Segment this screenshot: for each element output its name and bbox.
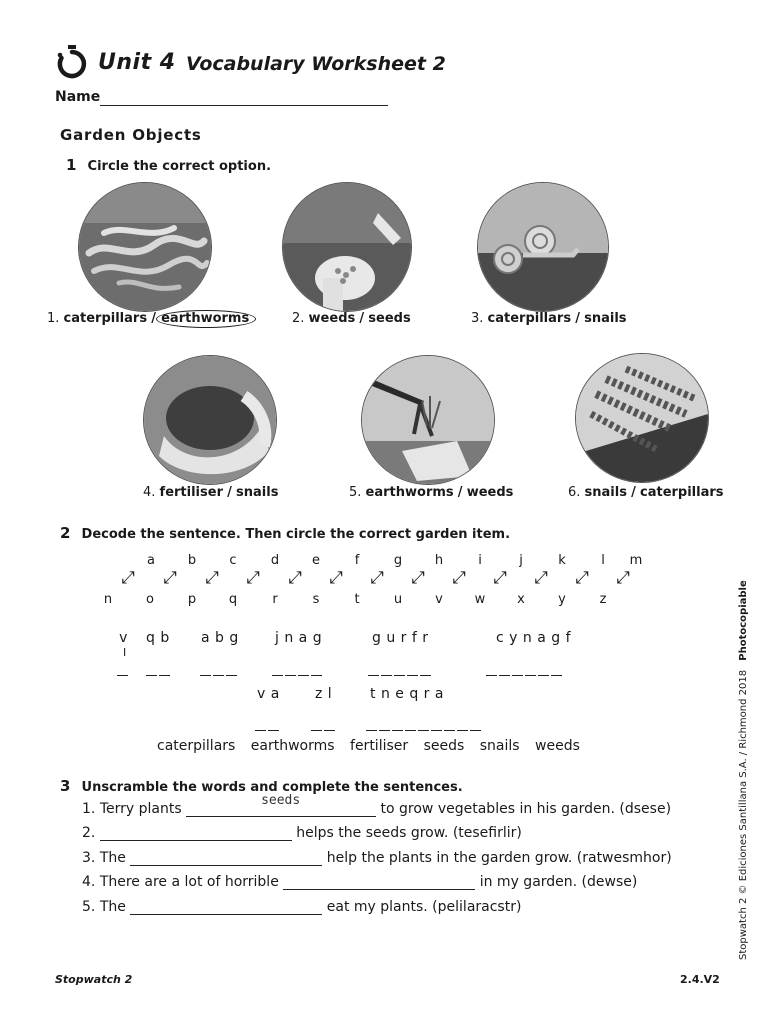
separator: /: [359, 311, 365, 326]
option-fertiliser[interactable]: fertiliser: [159, 485, 223, 500]
sentence-2: [82, 825, 522, 841]
double-arrow-icon: ⤢: [534, 568, 548, 588]
cipher-letter-e: e: [312, 553, 320, 568]
code-word-6: c y n a g f: [496, 630, 572, 646]
answer-blank[interactable]: [130, 850, 322, 866]
sentence-text: There are a lot of horrible: [99, 874, 279, 890]
code-word-8: z l: [315, 686, 333, 702]
ex1-item-6: [568, 485, 724, 500]
item-number: 6.: [568, 485, 581, 500]
earthworms-photo: [78, 182, 212, 312]
answer-blank[interactable]: [130, 899, 322, 915]
separator: /: [227, 485, 232, 500]
cipher-letter-w: w: [474, 592, 486, 607]
weeds-photo: [361, 355, 495, 485]
item-number: 1.: [47, 311, 60, 326]
option-seeds[interactable]: seeds: [368, 311, 411, 326]
option-earthworms-circled[interactable]: earthworms: [156, 310, 256, 328]
separator: /: [457, 485, 463, 500]
worksheet-title: Vocabulary Worksheet 2: [186, 53, 446, 75]
seeds-photo: [282, 182, 412, 312]
double-arrow-icon: ⤢: [246, 568, 260, 588]
fertiliser-photo: [143, 355, 277, 485]
double-arrow-icon: ⤢: [452, 568, 466, 588]
exercise1-number: 1: [66, 156, 77, 174]
code-word-9: t n e q r a: [370, 686, 444, 702]
double-arrow-icon: ⤢: [205, 568, 219, 588]
double-arrow-icon: ⤢: [616, 568, 630, 588]
item-number: 4.: [143, 485, 156, 500]
double-arrow-icon: ⤢: [493, 568, 507, 588]
separator: /: [575, 311, 580, 326]
exercise1-instruction: Circle the correct option.: [87, 159, 272, 174]
double-arrow-icon: ⤢: [288, 568, 302, 588]
cipher-letter-x: x: [517, 592, 525, 607]
sentence-text: The: [99, 850, 126, 866]
code-word-5: g u r f r: [372, 630, 429, 646]
code-word-4: j n a g: [275, 630, 323, 646]
exercise3-instruction: Unscramble the words and complete the sentences.: [81, 780, 463, 795]
item-number: 5.: [349, 485, 362, 500]
option-snails[interactable]: snails: [584, 311, 627, 326]
word-bank-item[interactable]: weeds: [535, 738, 580, 754]
double-arrow-icon: ⤢: [370, 568, 384, 588]
option-caterpillars[interactable]: caterpillars: [487, 311, 572, 326]
item-number: 3.: [471, 311, 484, 326]
code-word-3: a b g: [201, 630, 239, 646]
cipher-letter-d: d: [270, 553, 280, 568]
word-bank-item[interactable]: snails: [479, 738, 520, 754]
ex1-item-4: [143, 485, 278, 500]
caterpillars-photo: [575, 353, 709, 483]
option-caterpillars[interactable]: caterpillars: [640, 485, 724, 500]
cipher-letter-i: i: [478, 553, 482, 568]
cipher-letter-c: c: [229, 553, 237, 568]
double-arrow-icon: ⤢: [329, 568, 343, 588]
name-field[interactable]: [100, 105, 388, 106]
unit-title: Unit 4: [98, 50, 176, 75]
code-word-1: v: [119, 630, 128, 646]
exercise2-number: 2: [60, 524, 71, 542]
exercise2-heading: [60, 523, 510, 542]
ex1-item-5: [349, 485, 513, 500]
answer-blank[interactable]: [100, 825, 292, 841]
sentence-number: 3.: [82, 850, 96, 866]
name-label: Name: [55, 89, 101, 105]
sentence-5: [82, 899, 521, 915]
brand-logo: Stopwatch 2: [55, 973, 133, 986]
sentence-text: eat my plants. (pelilaracstr): [326, 899, 522, 915]
cipher-letter-p: p: [187, 592, 197, 607]
word-bank-item[interactable]: seeds: [423, 738, 465, 754]
section-title: Garden Objects: [60, 126, 202, 144]
option-snails[interactable]: snails: [584, 485, 627, 500]
answer-blank[interactable]: [283, 874, 475, 890]
separator: /: [631, 485, 636, 500]
sentence-text: help the plants in the garden grow. (ratwesmhor): [326, 850, 672, 866]
cipher-letter-z: z: [599, 592, 607, 607]
cipher-letter-j: j: [519, 553, 523, 568]
sentence-text: to grow vegetables in his garden. (dsese): [380, 801, 672, 817]
ex1-item-1: [47, 311, 256, 326]
option-snails[interactable]: snails: [236, 485, 279, 500]
photocopiable-label: Photocopiable: [738, 580, 749, 661]
item-number: 2.: [292, 311, 305, 326]
option-caterpillars[interactable]: caterpillars: [63, 311, 148, 326]
ex1-item-2: [292, 311, 411, 326]
cipher-letter-q: q: [228, 592, 238, 607]
double-arrow-icon: ⤢: [163, 568, 177, 588]
word-bank-item[interactable]: fertiliser: [350, 738, 409, 754]
cipher-letter-m: m: [629, 553, 643, 568]
word-bank-item[interactable]: caterpillars: [157, 738, 236, 754]
cipher-letter-o: o: [146, 592, 154, 607]
sentence-4: [82, 874, 637, 890]
sentence-text: helps the seeds grow. (tesefirlir): [296, 825, 522, 841]
word-bank: [157, 738, 589, 754]
option-weeds[interactable]: weeds: [308, 311, 356, 326]
cipher-letter-y: y: [558, 592, 566, 607]
sentence-number: 1.: [82, 801, 96, 817]
code-word-2: q b: [146, 630, 170, 646]
sentence-number: 5.: [82, 899, 96, 915]
cipher-letter-s: s: [312, 592, 320, 607]
option-weeds[interactable]: weeds: [466, 485, 514, 500]
copyright-notice: [738, 580, 749, 960]
double-arrow-icon: ⤢: [121, 568, 135, 588]
exercise3-number: 3: [60, 777, 71, 795]
exercise1-heading: [66, 155, 271, 174]
example-answer-mark: I: [123, 646, 127, 659]
cipher-letter-k: k: [558, 553, 566, 568]
sentence-text: The: [99, 899, 126, 915]
cipher-letter-h: h: [434, 553, 444, 568]
sentence-number: 4.: [82, 874, 96, 890]
page-code: 2.4.V2: [680, 973, 720, 986]
handwritten-answer: seeds: [261, 793, 301, 808]
separator: /: [151, 311, 156, 326]
double-arrow-icon: ⤢: [575, 568, 589, 588]
cipher-letter-g: g: [393, 553, 403, 568]
answer-blank[interactable]: [186, 793, 376, 817]
ex1-item-3: [471, 311, 627, 326]
snails-photo: [477, 182, 609, 312]
sentence-text: Terry plants: [99, 801, 182, 817]
cipher-letter-b: b: [187, 553, 197, 568]
double-arrow-icon: ⤢: [411, 568, 425, 588]
exercise2-instruction: Decode the sentence. Then circle the correct garden item.: [81, 527, 511, 542]
sentence-3: [82, 850, 672, 866]
code-word-7: v a: [257, 686, 280, 702]
stopwatch-icon: [54, 44, 90, 80]
copyright-text: Stopwatch 2 © Ediciones Santillana S.A. / Richmond 2018: [738, 669, 749, 960]
cipher-letter-t: t: [354, 592, 360, 607]
sentence-text: in my garden. (dewse): [479, 874, 638, 890]
cipher-letter-l: l: [601, 553, 605, 568]
cipher-letter-u: u: [393, 592, 403, 607]
cipher-letter-r: r: [272, 592, 278, 607]
option-earthworms[interactable]: earthworms: [365, 485, 454, 500]
cipher-letter-a: a: [147, 553, 155, 568]
cipher-letter-n: n: [103, 592, 113, 607]
cipher-letter-v: v: [435, 592, 443, 607]
sentence-number: 2.: [82, 825, 96, 841]
word-bank-item[interactable]: earthworms: [250, 738, 335, 754]
sentence-1: [82, 793, 672, 817]
cipher-letter-f: f: [354, 553, 360, 568]
